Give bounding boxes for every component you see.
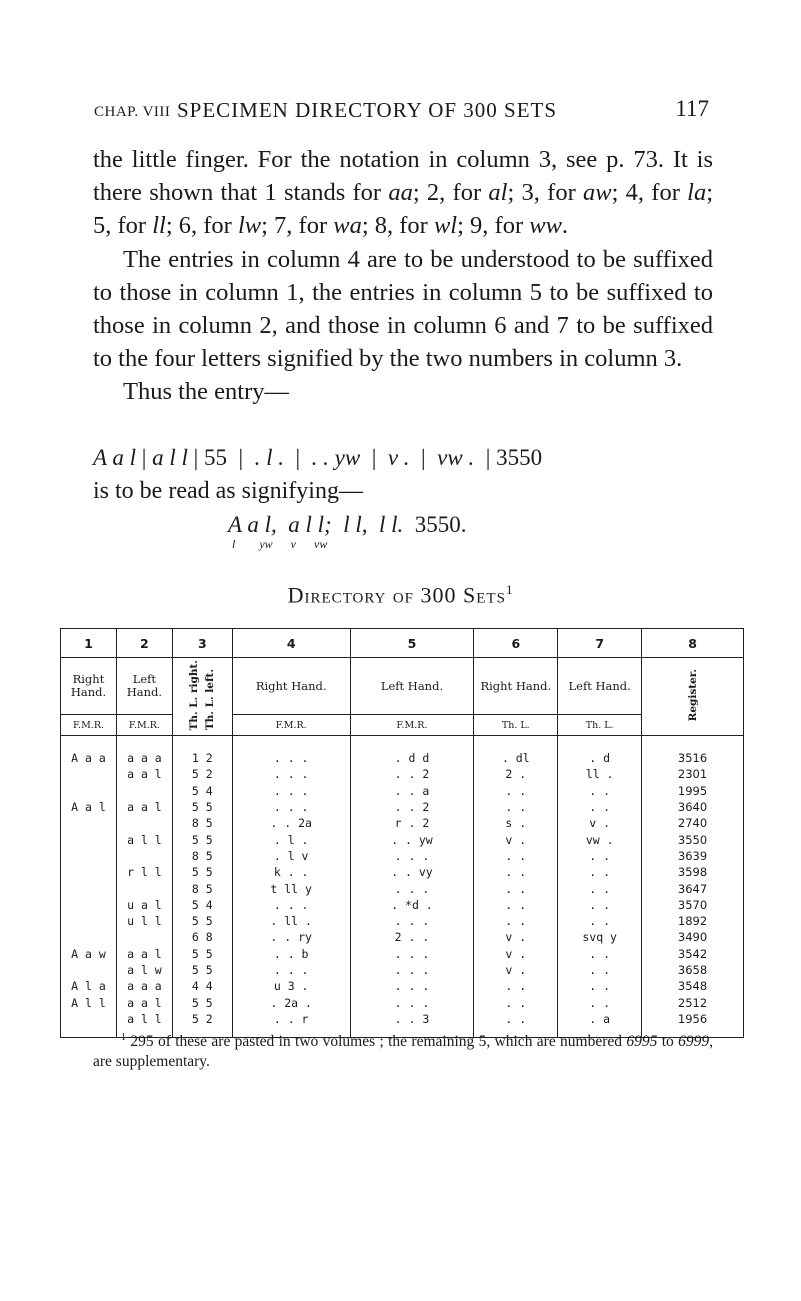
table-cell-col8: 3570 [642, 897, 744, 913]
table-cell-col3: 6 8 [172, 929, 232, 945]
table-cell-col7: . a [558, 1011, 642, 1038]
table-cell-col6: . . [474, 848, 558, 864]
sublabel-col1: F.M.R. [61, 715, 117, 736]
chapter-label: CHAP. VIII [94, 104, 171, 120]
table-cell-col5: . . . [350, 913, 474, 929]
table-cell-col2 [116, 783, 172, 799]
table-cell-col6: . . [474, 897, 558, 913]
table-row [61, 736, 744, 767]
table-cell-col4: . . r [232, 1011, 350, 1038]
table-row [61, 929, 744, 945]
signifying-subscripts: l yw v vw [232, 537, 328, 551]
sublabel-col6: Th. L. [474, 715, 558, 736]
table-row [61, 897, 744, 913]
table-cell-col2: a a l [116, 799, 172, 815]
table-cell-col7: . . [558, 946, 642, 962]
signifying-main: A a l, a l l; l l, l l. [228, 512, 404, 537]
table-row [61, 864, 744, 880]
table-cell-col6: . . [474, 783, 558, 799]
table-cell-col1: A l a [61, 978, 117, 994]
table-cell-col7: . d [558, 736, 642, 767]
table-row [61, 913, 744, 929]
table-cell-col3: 8 5 [172, 880, 232, 896]
table-cell-col5: . . . [350, 880, 474, 896]
table-cell-col4: t ll y [232, 880, 350, 896]
table-cell-col3: 8 5 [172, 815, 232, 831]
col-number-2: 2 [116, 629, 172, 658]
label-col1: Right Hand. [61, 658, 117, 715]
label-col8 [642, 658, 744, 736]
table-cell-col3: 5 2 [172, 766, 232, 782]
table-cell-col5: . . . [350, 848, 474, 864]
table-cell-col1: A l l [61, 994, 117, 1010]
table-cell-col7: . . [558, 783, 642, 799]
table-cell-col2: a a l [116, 946, 172, 962]
table-cell-col2: a a a [116, 736, 172, 767]
table-cell-col6: . . [474, 880, 558, 896]
table-cell-col3: 5 2 [172, 1011, 232, 1038]
signifying-number: 3550. [414, 512, 467, 537]
table-cell-col5: . . 3 [350, 1011, 474, 1038]
table-cell-col7: v . [558, 815, 642, 831]
table-cell-col4: . . . [232, 962, 350, 978]
entry-col3: 55 [204, 445, 228, 470]
table-cell-col3: 5 5 [172, 831, 232, 847]
table-cell-col4: . 2a . [232, 994, 350, 1010]
table-cell-col6: . . [474, 913, 558, 929]
label-col3-left: Th. L. left. [204, 669, 217, 731]
label-col3-right: Th. L. right. [188, 659, 201, 731]
entry-col4: . l . [254, 445, 285, 470]
table-cell-col2: r l l [116, 864, 172, 880]
table-cell-col2: a a a [116, 978, 172, 994]
table-row [61, 815, 744, 831]
table-cell-col2: u l l [116, 913, 172, 929]
table-cell-col7: . . [558, 962, 642, 978]
table-cell-col4: . . . [232, 766, 350, 782]
example-entry: A a l | a l l | 55 | . l . | . . yw | v . | vw . | 3550 [93, 445, 543, 470]
label-col7: Left Hand. [558, 658, 642, 715]
table-cell-col7: . . [558, 864, 642, 880]
table-cell-col7: . . [558, 978, 642, 994]
table-cell-col2: a l w [116, 962, 172, 978]
table-cell-col5: 2 . . [350, 929, 474, 945]
table-cell-col5: . . . [350, 946, 474, 962]
label-col5: Left Hand. [350, 658, 474, 715]
label-col4: Right Hand. [232, 658, 350, 715]
table-cell-col2 [116, 848, 172, 864]
table-cell-col4: . ll . [232, 913, 350, 929]
table-cell-col1 [61, 897, 117, 913]
table-cell-col2 [116, 880, 172, 896]
table-cell-col7: . . [558, 799, 642, 815]
column-number-row [61, 629, 744, 658]
table-cell-col2 [116, 815, 172, 831]
col-number-8: 8 [642, 629, 744, 658]
table-cell-col8: 1892 [642, 913, 744, 929]
table-cell-col3: 5 4 [172, 783, 232, 799]
table-cell-col8: 2740 [642, 815, 744, 831]
table-cell-col7: svq y [558, 929, 642, 945]
table-cell-col5: . . vy [350, 864, 474, 880]
entry-col5: . . yw [311, 445, 361, 470]
table-cell-col1 [61, 880, 117, 896]
table-cell-col6: . . [474, 994, 558, 1010]
col-number-5: 5 [350, 629, 474, 658]
table-cell-col6: . . [474, 978, 558, 994]
table-cell-col4: . . b [232, 946, 350, 962]
body-paragraph-2: The entries in column 4 are to be understood to be suffixed to those in column 1, the entries in column 5 to be suffixed to those in column 2, and those in column 6 and 7 to be suffixed to the four letters signified by the two numbers in column 3. [93, 245, 713, 373]
table-cell-col5: . . a [350, 783, 474, 799]
page-number: 117 [675, 96, 709, 121]
table-cell-col8: 3658 [642, 962, 744, 978]
table-cell-col3: 8 5 [172, 848, 232, 864]
table-cell-col3: 4 4 [172, 978, 232, 994]
label-col3 [172, 658, 232, 736]
table-cell-col4: . l . [232, 831, 350, 847]
directory-table [60, 628, 744, 1038]
table-row [61, 783, 744, 799]
table-cell-col1 [61, 962, 117, 978]
read-line: is to be read as signifying— [93, 478, 363, 504]
table-cell-col1: A a l [61, 799, 117, 815]
table-cell-col3: 5 5 [172, 913, 232, 929]
table-cell-col6: . . [474, 799, 558, 815]
table-cell-col1 [61, 913, 117, 929]
table-cell-col6: s . [474, 815, 558, 831]
body-text [93, 143, 713, 409]
body-paragraph-1: the little finger. For the notation in column 3, see p. 73. It is there shown that 1 stands for aa; 2, for al; 3, for aw; 4, for la; 5, for ll; 6, for lw; 7, for wa; 8, for wl; 9, for ww. [93, 146, 714, 240]
column-sublabel-row [61, 715, 744, 736]
directory-heading [0, 582, 801, 608]
table-cell-col6: v . [474, 946, 558, 962]
running-title: SPECIMEN DIRECTORY OF 300 SETS [177, 98, 558, 122]
table-cell-col8: 3639 [642, 848, 744, 864]
signifying-line [228, 512, 467, 538]
table-row [61, 978, 744, 994]
table-cell-col3: 5 5 [172, 962, 232, 978]
table-cell-col8: 1956 [642, 1011, 744, 1038]
table-cell-col7: . . [558, 897, 642, 913]
table-cell-col4: . . . [232, 736, 350, 767]
table-cell-col8: 3542 [642, 946, 744, 962]
table-cell-col6: 2 . [474, 766, 558, 782]
table-cell-col7: . . [558, 880, 642, 896]
running-head [94, 96, 709, 126]
table-row [61, 831, 744, 847]
table-cell-col3: 5 4 [172, 897, 232, 913]
table-cell-col1 [61, 848, 117, 864]
table-cell-col2: a a l [116, 766, 172, 782]
entry-col6: v . [387, 445, 410, 470]
table-cell-col8: 3548 [642, 978, 744, 994]
table-cell-col2: u a l [116, 897, 172, 913]
table-cell-col2: a a l [116, 994, 172, 1010]
col-number-6: 6 [474, 629, 558, 658]
table-cell-col6: v . [474, 929, 558, 945]
table-cell-col8: 3490 [642, 929, 744, 945]
table-cell-col1 [61, 864, 117, 880]
directory-table-body [61, 736, 744, 1038]
table-cell-col6: . . [474, 1011, 558, 1038]
table-cell-col5: . . yw [350, 831, 474, 847]
table-row [61, 946, 744, 962]
col-number-7: 7 [558, 629, 642, 658]
table-cell-col7: . . [558, 913, 642, 929]
table-cell-col4: . . ry [232, 929, 350, 945]
sublabel-col2: F.M.R. [116, 715, 172, 736]
sublabel-col4: F.M.R. [232, 715, 350, 736]
table-cell-col1: A a a [61, 736, 117, 767]
table-cell-col1 [61, 831, 117, 847]
footnote-text: 295 of these are pasted in two volumes ; the remaining 5, which are numbered 6995 to 6999, are supplementary. [93, 1033, 713, 1071]
label-register: Register. [686, 668, 699, 722]
table-cell-col7: ll . [558, 766, 642, 782]
table-cell-col3: 5 5 [172, 946, 232, 962]
table-row [61, 880, 744, 896]
table-cell-col4: u 3 . [232, 978, 350, 994]
table-row [61, 766, 744, 782]
table-cell-col3: 1 2 [172, 736, 232, 767]
table-cell-col8: 2512 [642, 994, 744, 1010]
label-col6: Right Hand. [474, 658, 558, 715]
table-cell-col2: a l l [116, 831, 172, 847]
footnote-number: 1 [121, 1032, 126, 1043]
entry-col2: a l l [152, 445, 188, 470]
table-cell-col1 [61, 783, 117, 799]
table-cell-col4: . . . [232, 897, 350, 913]
table-cell-col2: a l l [116, 1011, 172, 1038]
table-cell-col8: 3647 [642, 880, 744, 896]
table-cell-col4: . . . [232, 799, 350, 815]
table-cell-col5: r . 2 [350, 815, 474, 831]
entry-col7: vw . [437, 445, 475, 470]
table-cell-col4: . . . [232, 783, 350, 799]
entry-col1: A a l [93, 445, 137, 470]
table-row [61, 994, 744, 1010]
col-number-1: 1 [61, 629, 117, 658]
col-number-3: 3 [172, 629, 232, 658]
table-cell-col7: . . [558, 994, 642, 1010]
table-cell-col1 [61, 929, 117, 945]
sublabel-col5: F.M.R. [350, 715, 474, 736]
table-cell-col5: . . 2 [350, 799, 474, 815]
table-cell-col7: vw . [558, 831, 642, 847]
table-cell-col8: 3640 [642, 799, 744, 815]
table-cell-col8: 1995 [642, 783, 744, 799]
table-cell-col5: . *d . [350, 897, 474, 913]
table-cell-col1 [61, 815, 117, 831]
table-cell-col5: . . 2 [350, 766, 474, 782]
table-cell-col8: 3598 [642, 864, 744, 880]
table-cell-col3: 5 5 [172, 864, 232, 880]
table-cell-col4: k . . [232, 864, 350, 880]
table-cell-col1 [61, 766, 117, 782]
table-cell-col3: 5 5 [172, 799, 232, 815]
directory-heading-text: Directory of 300 Sets [287, 582, 506, 608]
table-cell-col6: . dl [474, 736, 558, 767]
table-cell-col3: 5 5 [172, 994, 232, 1010]
col-number-4: 4 [232, 629, 350, 658]
entry-col8: 3550 [496, 445, 543, 470]
table-cell-col8: 2301 [642, 766, 744, 782]
table-row [61, 799, 744, 815]
column-label-row [61, 658, 744, 715]
footnote [93, 1028, 713, 1072]
table-cell-col5: . . . [350, 994, 474, 1010]
table-cell-col8: 3550 [642, 831, 744, 847]
table-row [61, 962, 744, 978]
table-cell-col4: . l v [232, 848, 350, 864]
table-cell-col4: . . 2a [232, 815, 350, 831]
table-cell-col5: . . . [350, 978, 474, 994]
table-cell-col5: . d d [350, 736, 474, 767]
table-row [61, 848, 744, 864]
footnote-mark: 1 [505, 582, 514, 597]
table-cell-col1: A a w [61, 946, 117, 962]
table-cell-col5: . . . [350, 962, 474, 978]
body-paragraph-3: Thus the entry— [123, 378, 290, 406]
table-cell-col6: . . [474, 864, 558, 880]
table-cell-col8: 3516 [642, 736, 744, 767]
table-cell-col6: v . [474, 831, 558, 847]
table-cell-col7: . . [558, 848, 642, 864]
table-cell-col6: v . [474, 962, 558, 978]
label-col2: Left Hand. [116, 658, 172, 715]
table-cell-col2 [116, 929, 172, 945]
sublabel-col7: Th. L. [558, 715, 642, 736]
